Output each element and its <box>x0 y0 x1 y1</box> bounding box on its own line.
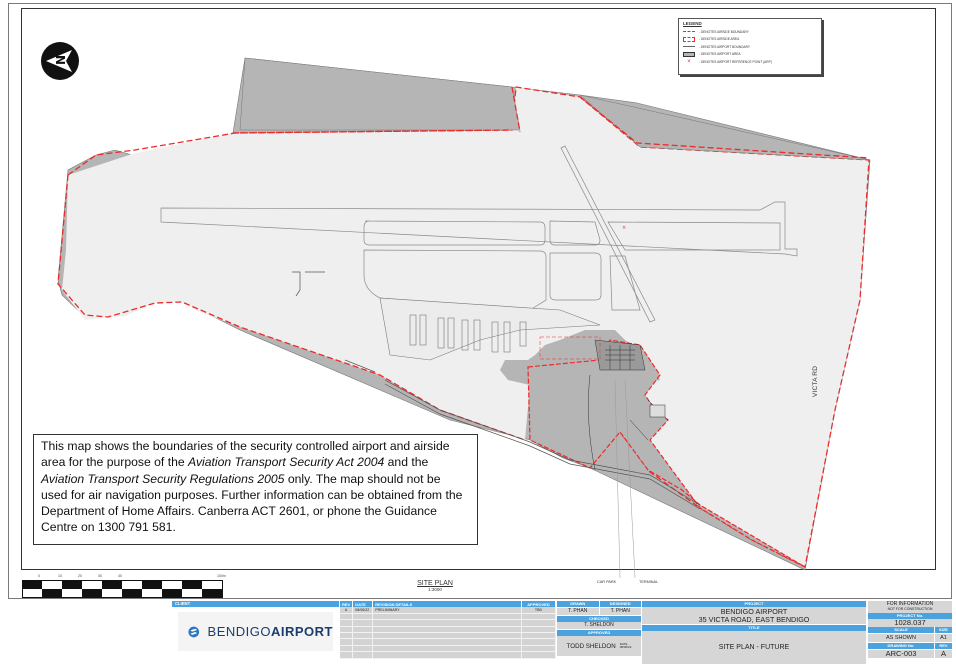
drawing-title: SITE PLAN - FUTURE <box>642 631 866 664</box>
car-park-label: CAR PARK <box>597 580 617 584</box>
revision-value: A <box>935 650 952 658</box>
svg-text:N: N <box>54 54 68 65</box>
red-dashed-line-icon <box>683 31 695 32</box>
title-block-info: FOR INFORMATION NOT FOR CONSTRUCTION PROJECT No. 1028.037 SCALE SIZE AS SHOWN A1 DRAWING No. REV ARC-003 A <box>868 601 952 665</box>
size-value: A1 <box>935 634 952 642</box>
legend-item-airside-boundary: - DENOTES AIRSIDE BOUNDARY <box>683 28 817 36</box>
terminal-label: TERMINAL <box>639 580 659 584</box>
title-block-client: CLIENT BENDIGOAIRPORT <box>172 601 339 665</box>
approved-by: TODD SHELDON DATE 08/06/22 <box>557 636 641 656</box>
title-block-project: PROJECT BENDIGO AIRPORT 35 VICTA ROAD, EAST BENDIGO TITLE SITE PLAN - FUTURE <box>642 601 866 665</box>
revision-row: A 08/06/22 PRELIMINARY TBD <box>340 607 556 613</box>
site-plan-caption: SITE PLAN 1:3000 <box>417 580 453 592</box>
map-legend <box>678 18 822 75</box>
arp-marker-icon: × <box>622 225 627 231</box>
regulation-title: Aviation Transport Security Regulations 2005 <box>41 471 285 486</box>
legend-item-airport-boundary: - DENOTES AIRPORT BOUNDARY <box>683 43 817 51</box>
designed-by: T. PHAN <box>600 608 642 615</box>
scale-value: AS SHOWN <box>868 634 934 642</box>
revision-table: REV DATE REVISION DETAILS APPROVED A 08/06/22 PRELIMINARY TBD <box>340 601 556 665</box>
for-information-stamp: FOR INFORMATION NOT FOR CONSTRUCTION <box>868 601 952 613</box>
road-label-victa-rd: VICTA RD <box>812 365 819 397</box>
act-title: Aviation Transport Security Act 2004 <box>188 455 385 470</box>
drawing-number: ARC-003 <box>868 650 934 658</box>
title-block-signoff: DRAWN DESIGNED T. PHAN T. PHAN CHECKED T. SHELDON APPROVED TODD SHELDON DATE 08/06/22 <box>557 601 641 665</box>
bendigo-airport-logo-icon <box>188 618 200 646</box>
scale-bar-ticks: 0 10 20 30 40 100m <box>38 574 226 578</box>
grey-box-icon <box>683 52 695 57</box>
north-arrow-icon <box>40 41 80 81</box>
checked-by: T. SHELDON <box>557 622 641 629</box>
legend-item-airport-area: - DENOTES AIRPORT AREA <box>683 51 817 59</box>
drawn-by: T. PHAN <box>557 608 599 615</box>
legend-title: LEGEND <box>683 21 702 26</box>
security-notice: This map shows the boundaries of the security controlled airport and airside area for the purpose of the Aviation Transport Security Act 2004 and the Aviation Transport Security Regulations 2005 only. The map should not be used for air navigation purposes. Further information can be obtained from the Department of Home Affairs. Canberra ACT 2601, or phone the Guidance Centre on 1300 791 581. <box>33 434 478 545</box>
client-logo: BENDIGOAIRPORT <box>178 612 333 651</box>
legend-item-arp: × - DENOTES AIRPORT REFERENCE POINT (ARP) <box>683 58 817 66</box>
legend-item-airside-area: - DENOTES AIRSIDE AREA <box>683 36 817 44</box>
project-number: 1028.037 <box>868 619 952 627</box>
red-dashed-box-icon <box>683 37 695 42</box>
red-x-icon: × <box>687 58 691 65</box>
project-name: BENDIGO AIRPORT 35 VICTA ROAD, EAST BENDIGO <box>642 607 866 624</box>
scale-bar <box>22 580 223 598</box>
grey-line-icon <box>683 46 695 47</box>
